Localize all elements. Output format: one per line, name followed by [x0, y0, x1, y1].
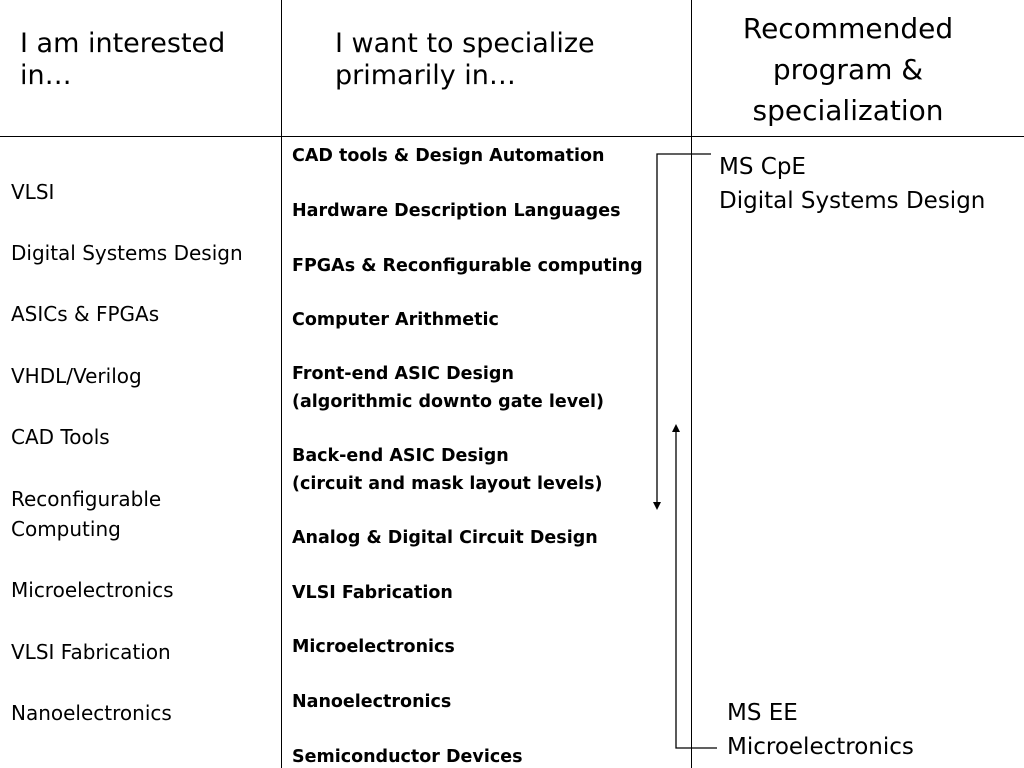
recommendation-ms-cpe: MS CpE Digital Systems Design [719, 154, 986, 214]
specialization-item: Semiconductor Devices [292, 747, 523, 767]
interest-item: VLSI Fabrication [11, 640, 171, 664]
interest-item: CAD Tools [11, 425, 110, 449]
interest-item: VLSI [11, 180, 55, 204]
interest-item: ASICs & FPGAs [11, 302, 160, 326]
interest-item: VHDL/Verilog [11, 364, 142, 388]
specialization-item: VLSI Fabrication [292, 583, 453, 603]
header-interested: I am interested in… [20, 28, 226, 91]
ee-bracket-arrow [676, 428, 717, 748]
cpe-bracket-arrow [657, 154, 711, 506]
specialization-item: Back-end ASIC Design (circuit and mask layout levels) [292, 446, 603, 494]
interest-item: Digital Systems Design [11, 241, 243, 265]
recommendation-ms-ee: MS EE Microelectronics [727, 700, 914, 760]
specialization-item: Computer Arithmetic [292, 310, 499, 330]
specialization-item: Hardware Description Languages [292, 201, 621, 221]
interest-item: Microelectronics [11, 578, 174, 602]
specialization-item: CAD tools & Design Automation [292, 146, 605, 166]
specialization-item: Nanoelectronics [292, 692, 452, 712]
specialization-item: Microelectronics [292, 637, 455, 657]
interest-item: Reconfigurable Computing [11, 487, 162, 541]
specialization-item: Front-end ASIC Design (algorithmic downto gate level) [292, 364, 604, 412]
specialization-item: Analog & Digital Circuit Design [292, 528, 598, 548]
header-recommended: Recommended program & specialization [742, 12, 954, 127]
specialization-item: FPGAs & Reconfigurable computing [292, 256, 643, 276]
header-specialize: I want to specialize primarily in… [335, 28, 595, 91]
interest-item: Nanoelectronics [11, 701, 172, 725]
